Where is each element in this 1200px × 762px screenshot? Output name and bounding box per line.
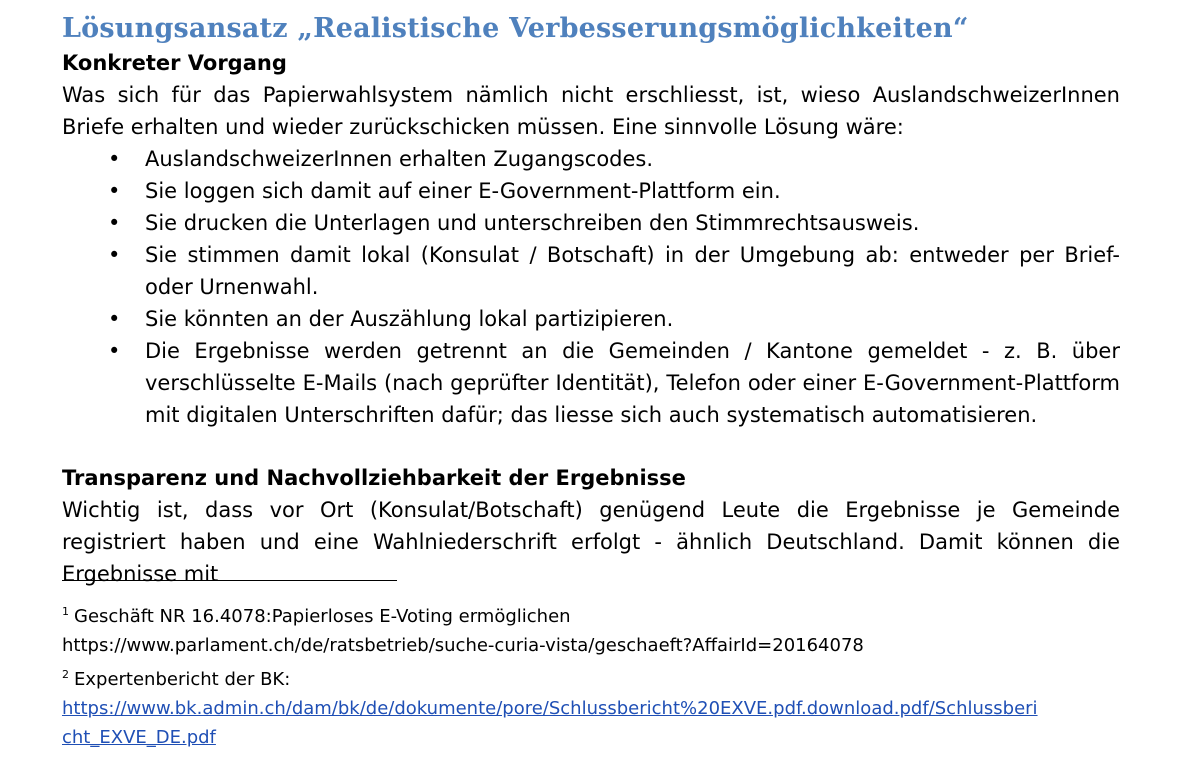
footnote-2-link-line-2	[62, 723, 1132, 752]
list-item-text: Sie drucken die Unterlagen und unterschreiben den Stimmrechtsausweis.	[145, 211, 920, 235]
section-heading-transparenz: Transparenz und Nachvollziehbarkeit der Ergebnisse	[62, 466, 686, 490]
footnotes	[62, 597, 1132, 752]
list-item	[62, 239, 1120, 303]
list-item	[62, 303, 1120, 335]
list-item	[62, 207, 1120, 239]
footnote-text: Geschäft NR 16.4078:Papierloses E-Voting ermöglichen	[74, 606, 571, 627]
list-item-text: Sie könnten an der Auszählung lokal partizipieren.	[145, 307, 674, 331]
footnote-1	[62, 597, 1132, 631]
list-item	[62, 143, 1120, 175]
list-item-text: Die Ergebnisse werden getrennt an die Gemeinden / Kantone gemeldet - z. B. über verschlüsselte E-Mails (nach geprüfter Identität), Telefon oder einer E-Government-Plattform mit digitalen Unterschriften dafür; das liesse sich auch systematisch automatisieren.	[145, 339, 1120, 427]
bullet-icon: •	[108, 179, 121, 203]
list-item-text: Sie stimmen damit lokal (Konsulat / Botschaft) in der Umgebung ab: entweder per Brief- oder Urnenwahl.	[145, 243, 1120, 299]
footnote-separator	[62, 580, 397, 581]
document-page	[62, 10, 1120, 590]
bullet-icon: •	[108, 243, 121, 267]
intro-paragraph: Was sich für das Papierwahlsystem nämlich nicht erschliesst, ist, wieso AuslandschweizerInnen Briefe erhalten und wieder zurückschicken müssen. Eine sinnvolle Lösung wäre:	[62, 83, 1120, 139]
bullet-icon: •	[108, 339, 121, 363]
paragraph-spacer	[62, 431, 1120, 463]
transparenz-paragraph: Wichtig ist, dass vor Ort (Konsulat/Botschaft) genügend Leute die Ergebnisse je Gemeinde registriert haben und eine Wahlniederschrift erfolgt - ähnlich Deutschland. Damit können die Ergebnisse mit	[62, 498, 1120, 586]
footnote-2-link[interactable]: https://www.bk.admin.ch/dam/bk/de/dokumente/pore/Schlussbericht%20EXVE.pdf.download.pdf/Schlussberi	[62, 698, 1038, 719]
list-item	[62, 335, 1120, 431]
solution-steps-list	[62, 143, 1120, 431]
footnote-number: 1	[62, 605, 69, 618]
footnote-1-url: https://www.parlament.ch/de/ratsbetrieb/suche-curia-vista/geschaeft?AffairId=20164078	[62, 635, 864, 656]
list-item-text: Sie loggen sich damit auf einer E-Government-Plattform ein.	[145, 179, 781, 203]
page-title: Lösungsansatz „Realistische Verbesserungsmöglichkeiten“	[62, 13, 969, 44]
footnote-text: Expertenbericht der BK:	[74, 669, 291, 690]
bullet-icon: •	[108, 307, 121, 331]
list-item	[62, 175, 1120, 207]
footnote-2	[62, 660, 1132, 694]
section-heading-konkreter-vorgang: Konkreter Vorgang	[62, 51, 287, 75]
footnote-2-link-continued[interactable]: cht_EXVE_DE.pdf	[62, 727, 216, 748]
list-item-text: AuslandschweizerInnen erhalten Zugangscodes.	[145, 147, 654, 171]
footnote-2-link-line-1	[62, 694, 1132, 723]
bullet-icon: •	[108, 211, 121, 235]
bullet-icon: •	[108, 147, 121, 171]
footnote-number: 2	[62, 668, 69, 681]
